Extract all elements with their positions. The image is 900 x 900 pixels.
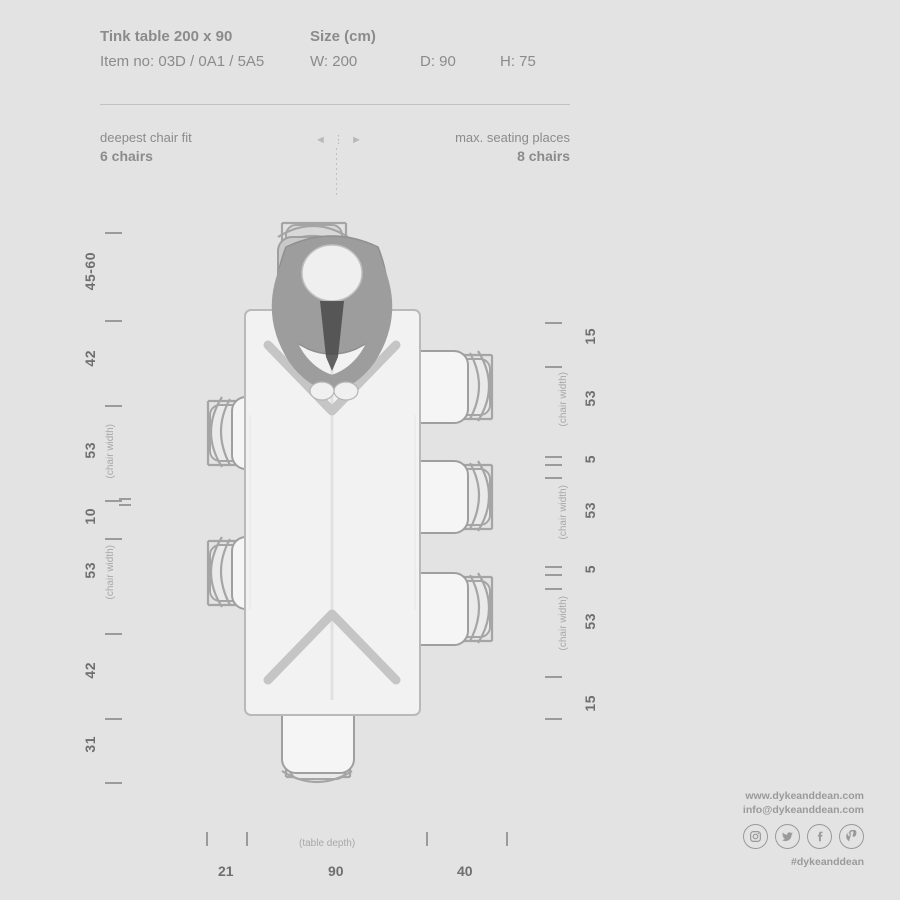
label-left-10: 10 [82,508,98,525]
label-left-42-bottom: 42 [82,662,98,679]
table-top [245,310,420,715]
dimension-depth: D: 90 [420,53,456,70]
header-divider [100,104,570,105]
tick-bottom-3 [426,832,428,846]
label-left-53-bottom-note: (chair width) [105,545,116,600]
instagram-icon[interactable] [743,824,768,849]
deepest-chair-fit [100,130,192,164]
center-dotted-line [336,148,337,196]
label-right-53-1-note: (chair width) [558,372,569,427]
pinterest-icon[interactable] [839,824,864,849]
label-left-53-bottom: 53 [82,562,98,579]
label-right-53-3-note: (chair width) [558,596,569,651]
label-left-53-top-note: (chair width) [105,424,116,479]
label-left-31: 31 [82,736,98,753]
header [100,28,720,70]
label-bottom-21: 21 [218,863,234,879]
arrows-indicator: ◄ ⋮ ► [315,134,364,146]
tick-left-4 [105,500,122,502]
label-left-42-top: 42 [82,350,98,367]
label-table-depth-note: (table depth) [299,838,356,849]
max-seating-value: 8 chairs [517,148,570,164]
tick-left-6 [105,633,122,635]
seating-summary [100,130,570,170]
top-view-drawing [170,215,710,855]
label-right-53-2-note: (chair width) [558,485,569,540]
dimension-width: W: 200 [310,53,358,70]
deepest-chair-fit-label: deepest chair fit [100,130,192,145]
size-label: Size (cm) [310,28,376,45]
dimension-height: H: 75 [500,53,536,70]
tick-left-1 [105,232,122,234]
label-right-5-2: 5 [582,565,598,574]
tick-bottom-1 [206,832,208,846]
label-right-53-2: 53 [582,502,598,519]
item-number: Item no: 03D / 0A1 / 5A5 [100,53,265,70]
tick-bottom-2 [246,832,248,846]
tick-left-inner-a [119,498,131,500]
footer-hashtag: #dykeanddean [791,856,864,868]
tick-bottom-4 [506,832,508,846]
label-right-53-1: 53 [582,390,598,407]
label-bottom-90: 90 [328,863,344,879]
label-bottom-40: 40 [457,863,473,879]
social-links [743,824,864,849]
max-seating [455,130,570,164]
deepest-chair-fit-value: 6 chairs [100,148,153,164]
tick-left-5 [105,538,122,540]
label-left-45-60: 45-60 [82,252,98,291]
tick-left-inner-b [119,504,131,506]
label-left-53-top: 53 [82,442,98,459]
twitter-icon[interactable] [775,824,800,849]
max-seating-label: max. seating places [455,130,570,145]
footer-email[interactable]: info@dykeanddean.com [742,804,864,816]
label-right-5-1: 5 [582,455,598,464]
footer-website[interactable]: www.dykeanddean.com [745,790,864,802]
label-right-53-3: 53 [582,613,598,630]
footer [743,789,864,868]
tick-left-7 [105,718,122,720]
page-title: Tink table 200 x 90 [100,28,233,45]
facebook-icon[interactable] [807,824,832,849]
tick-left-8 [105,782,122,784]
tick-left-3 [105,405,122,407]
label-right-15-top: 15 [582,328,598,345]
label-right-15-bottom: 15 [582,695,598,712]
tick-left-2 [105,320,122,322]
